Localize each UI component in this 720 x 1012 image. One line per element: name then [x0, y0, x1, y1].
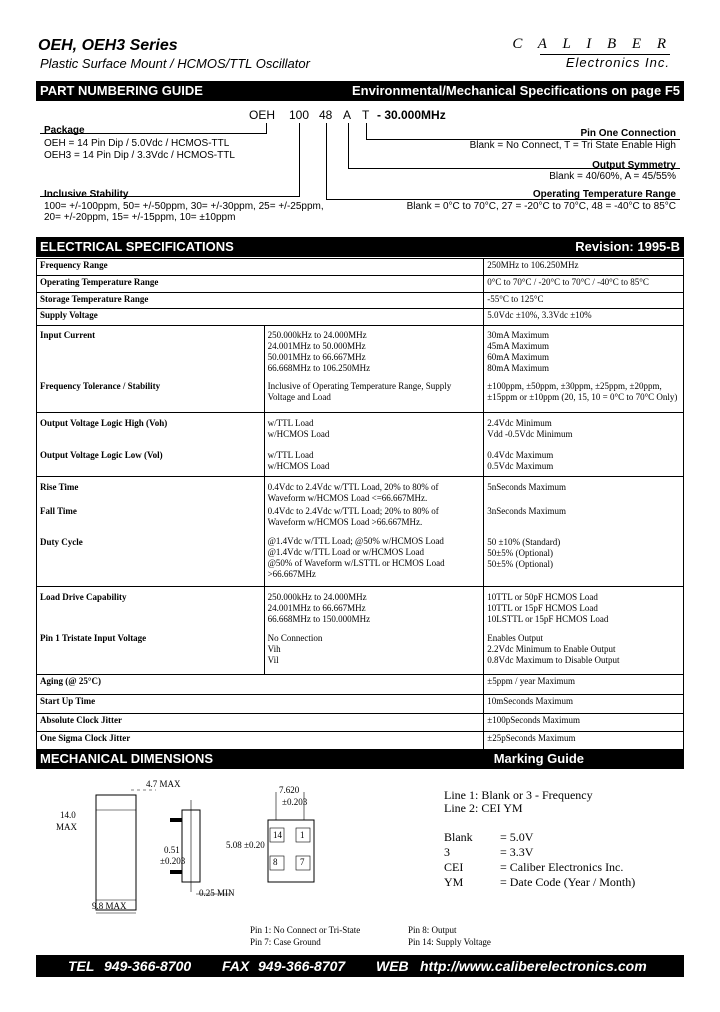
table-row	[37, 293, 684, 309]
lead	[170, 870, 182, 874]
voh-name: Output Voltage Logic High (Voh)	[40, 418, 168, 428]
spec-name	[37, 477, 265, 587]
value-line: 80mA Maximum	[487, 363, 550, 373]
spec-value	[484, 413, 684, 477]
dim-0-51: 0.51	[164, 845, 180, 855]
spec-cond	[264, 587, 484, 675]
spec-value: 5.0Vdc ±10%, 3.3Vdc ±10%	[484, 309, 684, 326]
connector-line	[266, 123, 267, 133]
cond-line: Vil	[267, 655, 279, 665]
spec-value: 0°C to 70°C / -20°C to 70°C / -40°C to 85°C	[484, 276, 684, 293]
marking-key: 3	[444, 845, 450, 859]
table-row	[37, 695, 684, 714]
value-line: 2.4Vdc Minimum	[487, 418, 552, 428]
spec-name: Supply Voltage	[37, 309, 484, 326]
code-frequency: - 30.000MHz	[377, 108, 446, 122]
package-line-2: OEH3 = 14 Pin Dip / 3.3Vdc / HCMOS-TTL	[44, 150, 235, 161]
value-line: 2.2Vdc Minimum to Enable Output	[487, 644, 616, 654]
temp-label: Operating Temperature Range	[532, 189, 676, 200]
value-line: 50±5% (Optional)	[487, 548, 553, 558]
marking-key: Blank	[444, 830, 473, 844]
connector-line	[348, 123, 349, 168]
spec-value	[484, 477, 684, 587]
code-pin1: T	[362, 108, 370, 122]
cond-line: Waveform w/HCMOS Load <=66.667MHz.	[267, 493, 428, 503]
env-spec-note: Environmental/Mechanical Specifications on page F5	[352, 83, 680, 98]
spec-cond	[264, 326, 484, 413]
electrical-title: ELECTRICAL SPECIFICATIONS	[40, 239, 234, 254]
dim-14-0: 14.0	[60, 810, 76, 820]
duty-name: Duty Cycle	[40, 537, 83, 547]
cond-line: 24.001MHz to 50.000MHz	[267, 341, 366, 351]
marking-line-1: Line 1: Blank or 3 - Frequency	[444, 788, 593, 802]
dim-14-0-max: MAX	[56, 822, 78, 832]
value-line: 30mA Maximum	[487, 330, 550, 340]
tel-number: 949-366-8700	[104, 958, 192, 974]
value-line: 5nSeconds Maximum	[487, 482, 567, 492]
table-row	[37, 675, 684, 695]
spec-name: Storage Temperature Range	[37, 293, 484, 309]
vol-name: Output Voltage Logic Low (Vol)	[40, 450, 163, 460]
marking-value: = Caliber Electronics Inc.	[500, 860, 624, 874]
package-outline	[96, 795, 136, 910]
input-current-name: Input Current	[40, 330, 96, 340]
pin-7-desc: Pin 7: Case Ground	[250, 937, 321, 947]
pin-1-desc: Pin 1: No Connect or Tri-State	[250, 925, 361, 935]
mechanical-bar	[36, 749, 684, 769]
spec-name: Absolute Clock Jitter	[37, 714, 484, 732]
cond-line: @1.4Vdc w/TTL Load; @50% w/HCMOS Load	[267, 536, 444, 546]
electrical-bar	[36, 237, 684, 257]
pin1-text: Blank = No Connect, T = Tri State Enable High	[469, 140, 676, 151]
value-line: Enables Output	[487, 633, 544, 643]
marking-line-2: Line 2: CEI YM	[444, 801, 523, 815]
cond-line: 24.001MHz to 66.667MHz	[267, 603, 366, 613]
connector-line	[299, 123, 300, 196]
pin-label-1: 1	[300, 830, 305, 840]
marking-value: = 5.0V	[500, 830, 534, 844]
pin-label-8: 8	[273, 857, 278, 867]
marking-value: = 3.3V	[500, 845, 534, 859]
code-symmetry: A	[343, 108, 352, 122]
value-line: ±15ppm or ±10ppm (20, 15, 10 = 0°C to 70°C Only)	[487, 392, 678, 402]
electrical-spec-table	[36, 258, 684, 750]
rise-name: Rise Time	[40, 482, 79, 492]
spec-name	[37, 326, 265, 413]
value-line: 0.8Vdc Maximum to Disable Output	[487, 655, 620, 665]
web-link[interactable]: http://www.caliberelectronics.com	[420, 958, 647, 974]
marking-key: CEI	[444, 860, 464, 874]
cond-line: @1.4Vdc w/TTL Load or w/HCMOS Load	[267, 547, 425, 557]
cond-line: 250.000kHz to 24.000MHz	[267, 592, 367, 602]
web-label: WEB	[376, 958, 409, 974]
connector-line	[326, 123, 327, 199]
code-oeh: OEH	[249, 108, 276, 122]
spec-value: ±25pSeconds Maximum	[484, 732, 684, 750]
value-line: 10TTL or 50pF HCMOS Load	[487, 592, 598, 602]
dim-0-51-tol: ±0.203	[160, 856, 186, 866]
spec-cond	[264, 477, 484, 587]
spec-cond	[264, 413, 484, 477]
connector-line	[366, 123, 367, 139]
value-line: Vdd -0.5Vdc Minimum	[487, 429, 573, 439]
pin-label-14: 14	[273, 830, 282, 840]
temp-text: Blank = 0°C to 70°C, 27 = -20°C to 70°C, 48 = -40°C to 85°C	[406, 201, 676, 212]
series-subtitle: Plastic Surface Mount / HCMOS/TTL Oscillator	[40, 56, 310, 71]
cond-line: 250.000kHz to 24.000MHz	[267, 330, 367, 340]
lead	[170, 818, 182, 822]
spec-name	[37, 413, 265, 477]
table-row	[37, 276, 684, 293]
tristate-name: Pin 1 Tristate Input Voltage	[40, 633, 147, 643]
code-temp: 48	[319, 108, 333, 122]
cond-line: w/TTL Load	[267, 450, 314, 460]
marking-value: = Date Code (Year / Month)	[500, 875, 636, 889]
part-numbering-bar	[36, 81, 684, 101]
cond-line: 0.4Vdc to 2.4Vdc w/TTL Load; 20% to 80% of	[267, 506, 439, 516]
table-row	[37, 714, 684, 732]
table-row	[37, 732, 684, 750]
table-row	[37, 413, 684, 477]
fax-number: 949-366-8707	[258, 958, 346, 974]
value-line: 3nSeconds Maximum	[487, 506, 567, 516]
table-row	[37, 587, 684, 675]
value-line: 10LSTTL or 15pF HCMOS Load	[487, 614, 609, 624]
contact-bar	[36, 955, 684, 977]
spec-value	[484, 587, 684, 675]
code-stability: 100	[289, 108, 310, 122]
spec-value: 10mSeconds Maximum	[484, 695, 684, 714]
package-line-1: OEH = 14 Pin Dip / 5.0Vdc / HCMOS-TTL	[44, 138, 230, 149]
value-line: 0.4Vdc Maximum	[487, 450, 554, 460]
cond-line: >66.667MHz	[267, 569, 316, 579]
cond-line: 66.668MHz to 150.000MHz	[267, 614, 371, 624]
table-row	[37, 326, 684, 413]
value-line: 0.5Vdc Maximum	[487, 461, 554, 471]
cond-line: Vih	[267, 644, 281, 654]
dim-7-620-tol: ±0.203	[282, 797, 308, 807]
dim-4-7-max: 4.7 MAX	[146, 779, 181, 789]
tolerance-name: Frequency Tolerance / Stability	[40, 381, 161, 391]
value-line: 60mA Maximum	[487, 352, 550, 362]
spec-name: One Sigma Clock Jitter	[37, 732, 484, 750]
value-line: 50±5% (Optional)	[487, 559, 553, 569]
mechanical-title: MECHANICAL DIMENSIONS	[40, 751, 214, 766]
cond-line: Waveform w/HCMOS Load >66.667MHz.	[267, 517, 423, 527]
spec-name: Frequency Range	[37, 259, 484, 276]
cond-line: Voltage and Load	[267, 392, 331, 402]
stability-line-1: 100= +/-100ppm, 50= +/-50ppm, 30= +/-30ppm, 25= +/-25ppm,	[44, 201, 324, 212]
cond-line: w/HCMOS Load	[267, 429, 330, 439]
spec-name	[37, 587, 265, 675]
pin-8-desc: Pin 8: Output	[408, 925, 457, 935]
value-line: 10TTL or 15pF HCMOS Load	[487, 603, 598, 613]
stability-line-2: 20= +/-20ppm, 15= +/-15ppm, 10= ±10ppm	[44, 212, 236, 223]
symmetry-text: Blank = 40/60%, A = 45/55%	[549, 171, 676, 182]
spec-value: 250MHz to 106.250MHz	[484, 259, 684, 276]
spec-name: Aging (@ 25°C)	[37, 675, 484, 695]
table-row	[37, 259, 684, 276]
pin-14-desc: Pin 14: Supply Voltage	[408, 937, 491, 947]
brand-subtitle: Electronics Inc.	[565, 55, 670, 70]
spec-value: ±5ppm / year Maximum	[484, 675, 684, 695]
dim-0-25-min: 0.25 MIN	[199, 888, 235, 898]
tel-label: TEL	[68, 958, 95, 974]
spec-value: ±100pSeconds Maximum	[484, 714, 684, 732]
spec-value	[484, 326, 684, 413]
value-line: 45mA Maximum	[487, 341, 550, 351]
dim-7-620: 7.620	[279, 785, 300, 795]
cond-line: 0.4Vdc to 2.4Vdc w/TTL Load, 20% to 80% of	[267, 482, 439, 492]
cond-line: 66.668MHz to 106.250MHz	[267, 363, 371, 373]
marking-guide-title: Marking Guide	[493, 751, 584, 766]
fall-name: Fall Time	[40, 506, 77, 516]
pin-label-7: 7	[300, 857, 305, 867]
fax-label: FAX	[222, 958, 250, 974]
revision: Revision: 1995-B	[575, 239, 680, 254]
table-row	[37, 477, 684, 587]
cond-line: @50% of Waveform w/LSTTL or HCMOS Load	[267, 558, 445, 568]
symmetry-label: Output Symmetry	[592, 160, 676, 171]
marking-key: YM	[444, 875, 464, 889]
value-line: ±100ppm, ±50ppm, ±30ppm, ±25ppm, ±20ppm,	[487, 381, 662, 391]
load-name: Load Drive Capability	[40, 592, 127, 602]
cond-line: No Connection	[267, 633, 323, 643]
table-row	[37, 309, 684, 326]
brand-logo: C A L I B E R	[512, 36, 672, 52]
part-numbering-title: PART NUMBERING GUIDE	[40, 83, 203, 98]
spec-value: -55°C to 125°C	[484, 293, 684, 309]
spec-name: Operating Temperature Range	[37, 276, 484, 293]
series-title: OEH, OEH3 Series	[38, 37, 178, 54]
dim-9-8-max: 9.8 MAX	[92, 901, 127, 911]
cond-line: 50.001MHz to 66.667MHz	[267, 352, 366, 362]
pin1-label: Pin One Connection	[580, 128, 676, 139]
stability-label: Inclusive Stability	[44, 189, 129, 200]
cond-line: w/HCMOS Load	[267, 461, 330, 471]
package-label: Package	[44, 125, 85, 136]
cond-line: Inclusive of Operating Temperature Range, Supply	[267, 381, 452, 391]
dim-5-08: 5.08 ±0.20	[226, 840, 265, 850]
cond-line: w/TTL Load	[267, 418, 314, 428]
spec-name: Start Up Time	[37, 695, 484, 714]
value-line: 50 ±10% (Standard)	[487, 537, 561, 547]
